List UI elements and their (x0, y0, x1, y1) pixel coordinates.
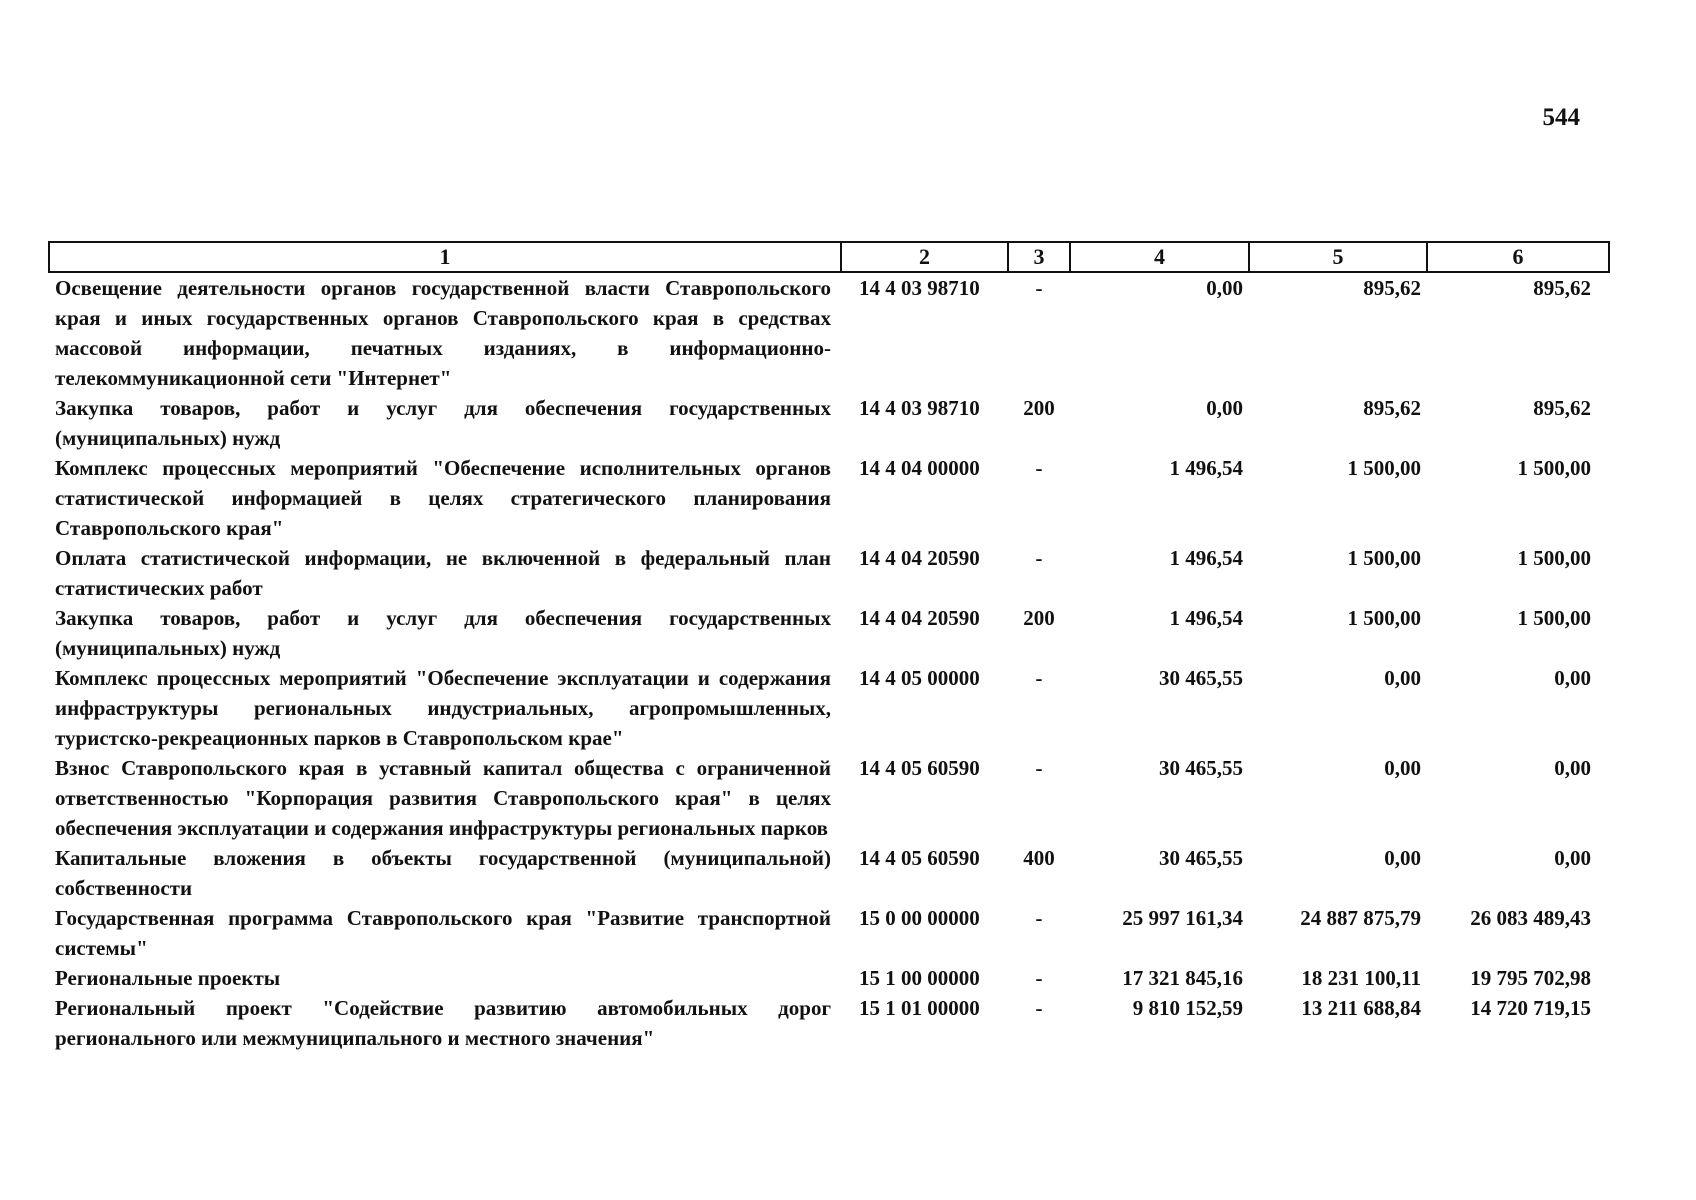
row-expense-type: 200 (1023, 606, 1055, 630)
row-value-col-5: 895,62 (1363, 396, 1421, 420)
table-row (49, 963, 1609, 993)
row-value-col-6: 26 083 489,43 (1470, 906, 1591, 930)
table-row (49, 603, 1609, 663)
table-row (49, 393, 1609, 453)
row-value-col-4: 9 810 152,59 (1132, 996, 1243, 1020)
table-row (49, 993, 1609, 1053)
row-code: 14 4 05 60590 (859, 756, 980, 780)
row-value-col-4: 1 496,54 (1169, 546, 1243, 570)
row-expense-type: - (1035, 546, 1043, 570)
row-value-col-6: 0,00 (1554, 756, 1591, 780)
row-value-col-4: 0,00 (1206, 396, 1243, 420)
header-col-1: 1 (49, 242, 841, 272)
table-row (49, 663, 1609, 753)
row-value-col-5: 1 500,00 (1347, 546, 1421, 570)
row-value-col-4: 1 496,54 (1169, 606, 1243, 630)
row-code: 15 1 01 00000 (859, 996, 980, 1020)
row-expense-type: - (1035, 906, 1043, 930)
row-name: Капитальные вложения в объекты государственной (муниципальной) собственности (55, 846, 831, 900)
table-row (49, 753, 1609, 843)
row-name: Государственная программа Ставропольского края "Развитие транспортной системы" (55, 906, 831, 960)
row-name: Региональный проект "Содействие развитию автомобильных дорог регионального или межмуниципального и местного значения" (55, 996, 831, 1050)
row-value-col-6: 1 500,00 (1517, 606, 1591, 630)
page-number: 544 (1542, 104, 1580, 131)
row-code: 14 4 04 20590 (859, 546, 980, 570)
table-row (49, 543, 1609, 603)
row-expense-type: 200 (1023, 396, 1055, 420)
row-code: 14 4 04 00000 (859, 456, 980, 480)
row-name: Закупка товаров, работ и услуг для обеспечения государственных (муниципальных) нужд (55, 606, 831, 660)
row-value-col-4: 30 465,55 (1159, 756, 1243, 780)
row-expense-type: - (1035, 456, 1043, 480)
row-value-col-5: 1 500,00 (1347, 606, 1421, 630)
row-code: 14 4 03 98710 (859, 276, 980, 300)
row-name: Закупка товаров, работ и услуг для обеспечения государственных (муниципальных) нужд (55, 396, 831, 450)
row-value-col-6: 1 500,00 (1517, 456, 1591, 480)
header-col-3: 3 (1008, 242, 1070, 272)
row-expense-type: - (1035, 966, 1043, 990)
row-value-col-5: 18 231 100,11 (1301, 966, 1421, 990)
row-value-col-5: 0,00 (1384, 846, 1421, 870)
row-code: 14 4 03 98710 (859, 396, 980, 420)
row-name: Оплата статистической информации, не включенной в федеральный план статистических работ (55, 546, 831, 600)
row-name: Региональные проекты (55, 966, 281, 990)
budget-table (48, 241, 1610, 1053)
row-name: Взнос Ставропольского края в уставный капитал общества с ограниченной ответственностью "Корпорация развития Ставропольского края" в целях обеспечения эксплуатации и содержания инфраструктуры региональных парков (55, 756, 831, 840)
row-value-col-6: 895,62 (1533, 276, 1591, 300)
row-value-col-4: 30 465,55 (1159, 846, 1243, 870)
row-expense-type: - (1035, 666, 1043, 690)
header-col-6: 6 (1427, 242, 1609, 272)
row-expense-type: 400 (1023, 846, 1055, 870)
row-value-col-5: 24 887 875,79 (1300, 906, 1421, 930)
row-code: 14 4 04 20590 (859, 606, 980, 630)
row-expense-type: - (1035, 276, 1043, 300)
row-value-col-5: 0,00 (1384, 666, 1421, 690)
row-code: 14 4 05 00000 (859, 666, 980, 690)
header-col-5: 5 (1249, 242, 1427, 272)
header-col-2: 2 (841, 242, 1008, 272)
row-code: 14 4 05 60590 (859, 846, 980, 870)
row-value-col-4: 30 465,55 (1159, 666, 1243, 690)
row-value-col-4: 1 496,54 (1169, 456, 1243, 480)
row-value-col-6: 19 795 702,98 (1470, 966, 1591, 990)
table-header-row (49, 242, 1609, 272)
table-row (49, 272, 1609, 393)
row-value-col-5: 895,62 (1363, 276, 1421, 300)
row-value-col-6: 1 500,00 (1517, 546, 1591, 570)
row-value-col-5: 1 500,00 (1347, 456, 1421, 480)
row-name: Комплекс процессных мероприятий "Обеспечение исполнительных органов статистической информацией в целях стратегического планирования Ставропольского края" (55, 456, 831, 540)
row-value-col-4: 25 997 161,34 (1122, 906, 1243, 930)
row-value-col-4: 0,00 (1206, 276, 1243, 300)
row-value-col-6: 895,62 (1533, 396, 1591, 420)
row-value-col-6: 0,00 (1554, 846, 1591, 870)
table-row (49, 453, 1609, 543)
row-name: Освещение деятельности органов государственной власти Ставропольского края и иных государственных органов Ставропольского края в средствах массовой информации, печатных изданиях, в информационно-телекоммуникационной сети "Интернет" (55, 276, 831, 390)
row-value-col-6: 14 720 719,15 (1470, 996, 1591, 1020)
header-col-4: 4 (1070, 242, 1249, 272)
row-value-col-5: 13 211 688,84 (1301, 996, 1421, 1020)
row-value-col-6: 0,00 (1554, 666, 1591, 690)
row-value-col-4: 17 321 845,16 (1122, 966, 1243, 990)
row-expense-type: - (1035, 996, 1043, 1020)
table-row (49, 843, 1609, 903)
row-code: 15 0 00 00000 (859, 906, 980, 930)
row-code: 15 1 00 00000 (859, 966, 980, 990)
row-value-col-5: 0,00 (1384, 756, 1421, 780)
table-row (49, 903, 1609, 963)
row-name: Комплекс процессных мероприятий "Обеспечение эксплуатации и содержания инфраструктуры региональных индустриальных, агропромышленных, туристско-рекреационных парков в Ставропольском крае" (55, 666, 831, 750)
row-expense-type: - (1035, 756, 1043, 780)
